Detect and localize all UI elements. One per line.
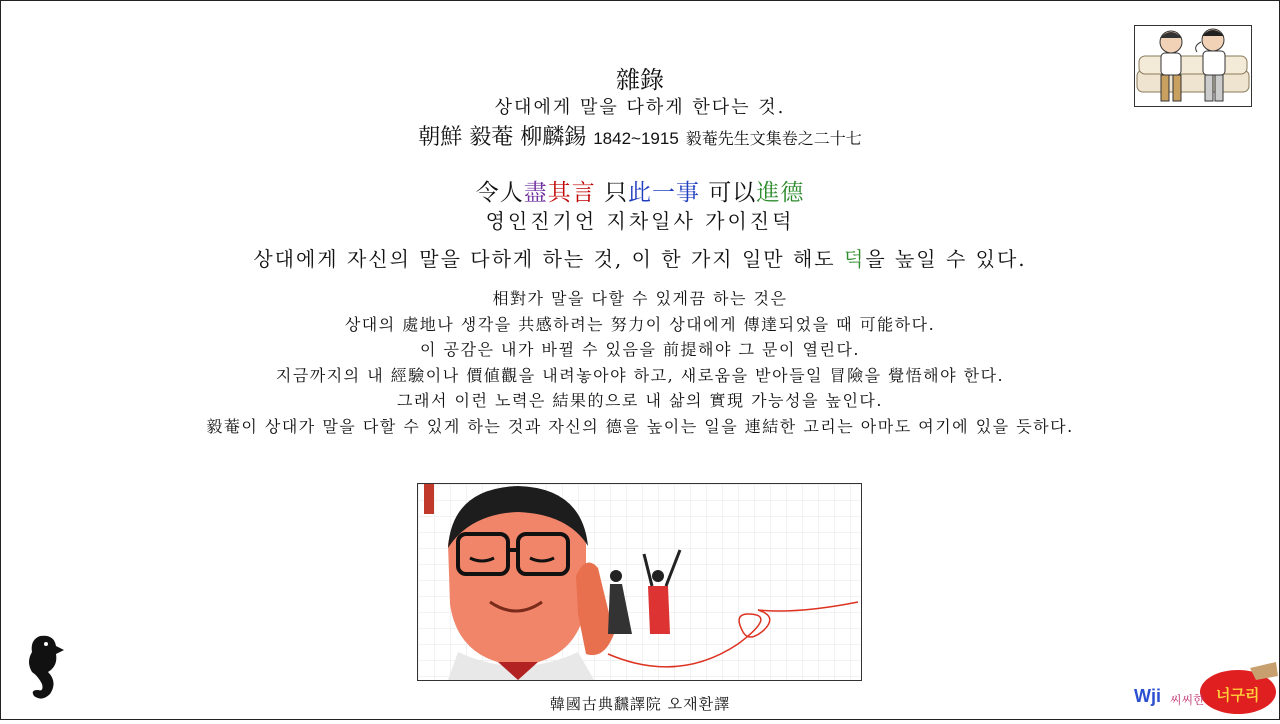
page-subtitle: 상대에게 말을 다하게 한다는 것. (494, 97, 786, 118)
page-title: 雜錄 (616, 66, 664, 94)
quote-segment: 此一事 (628, 180, 700, 206)
commentary-line: 이 공감은 내가 바뀔 수 있음을 前提해야 그 문이 열린다. (420, 340, 860, 359)
quote-segment: 盡 (523, 180, 548, 206)
brand-logo (1134, 662, 1280, 720)
classical-quote (0, 174, 1280, 207)
translation-highlight: 덕 (843, 247, 866, 271)
translation-credit: 韓國古典飜譯院 오재환譯 (549, 695, 731, 713)
author-name: 朝鮮 毅菴 柳麟錫 (418, 125, 587, 150)
commentary (0, 286, 1280, 439)
logo-prefix: Wji (1134, 686, 1161, 706)
author-line (0, 120, 1280, 151)
commentary-line: 상대의 處地나 생각을 共感하려는 努力이 상대에게 傳達되었을 때 可能하다. (344, 314, 936, 334)
logo-badge: 너구리 (1216, 686, 1260, 704)
listening-man-illustration (417, 483, 862, 681)
quote-segment: 令人 (475, 180, 524, 206)
commentary-line: 毅菴이 상대가 말을 다할 수 있게 하는 것과 자신의 德을 높이는 일을 連結한 고리는 아마도 여기에 있을 듯하다. (206, 416, 1074, 436)
commentary-line: 지금까지의 내 經驗이나 價値觀을 내려놓아야 하고, 새로움을 받아들일 冒險을 覺悟해야 한다. (275, 365, 1005, 385)
quote-translation (0, 243, 1280, 272)
quote-segment: 其言 (547, 180, 596, 206)
book-title: 毅菴先生文集卷之二十七 (685, 129, 862, 148)
translation-text: 을 높일 수 있다. (865, 247, 1027, 271)
commentary-line: 그래서 이런 노력은 結果的으로 내 삶의 實現 가능성을 높인다. (397, 391, 883, 410)
quote-reading: 영인진기언 지차일사 가이진덕 (485, 209, 795, 233)
author-years: 1842~1915 (593, 129, 679, 148)
logo-middle: 씨씨한 (1170, 693, 1205, 707)
translation-text: 상대에게 자신의 말을 다하게 하는 것, 이 한 가지 일만 해도 (253, 247, 844, 271)
commentary-line: 相對가 말을 다할 수 있게끔 하는 것은 (492, 289, 788, 308)
quote-segment: 進德 (756, 180, 805, 206)
quote-segment: 可以 (700, 180, 757, 206)
quote-segment: 只 (595, 180, 628, 206)
